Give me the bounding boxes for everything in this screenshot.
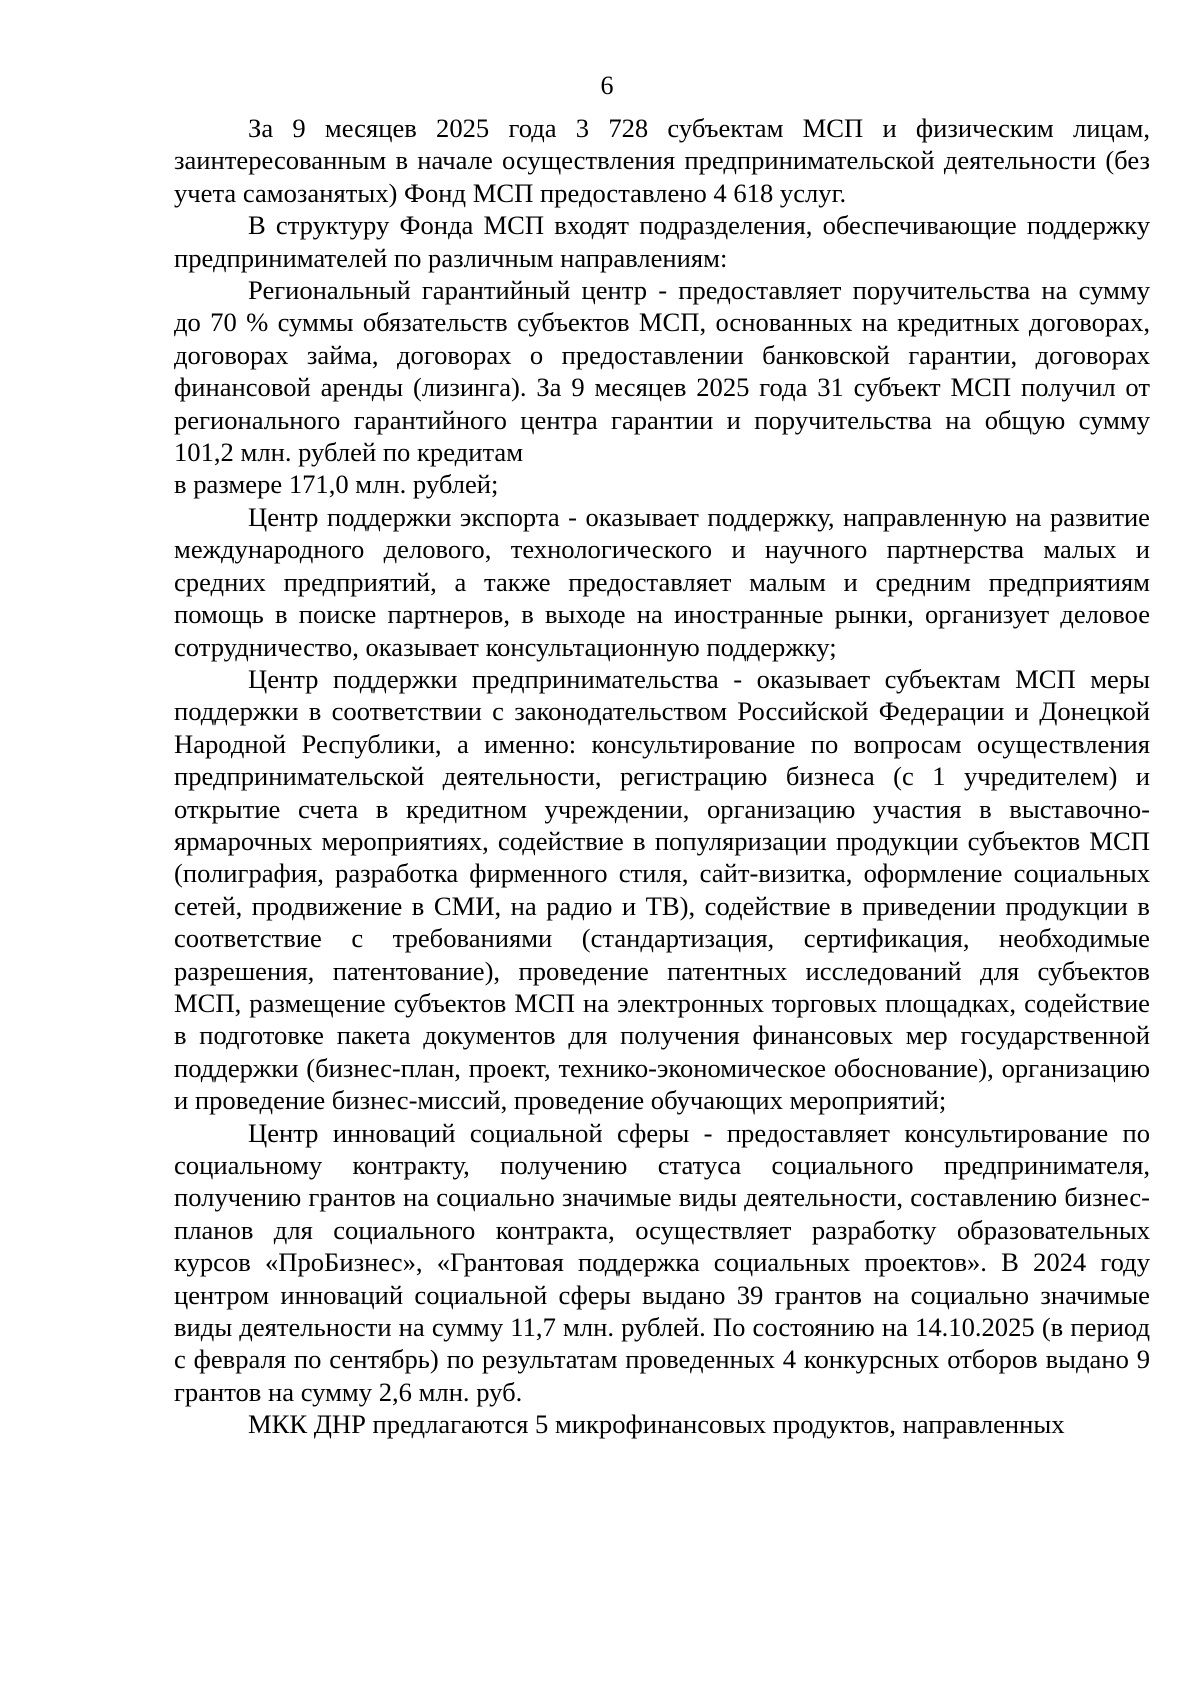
- page-number: 6: [600, 71, 614, 100]
- paragraph-guarantee-center: Региональный гарантийный центр - предоставляет поручительства на сумму до 70 % суммы обязательств субъектов МСП, основанных на кредитных договорах, договорах займа, договорах о предоставлении банковской гарантии, договорах финансовой аренды (лизинга). За 9 месяцев 2025 года 31 субъект МСП получил от регионального гарантийного центра гарантии и поручительства на общую сумму 101,2 млн. рублей по кредитам: [174, 275, 1150, 468]
- paragraph-msp-services-summary: За 9 месяцев 2025 года 3 728 субъектам МСП и физическим лицам, заинтересованным в начале осуществления предпринимательской деятельности (без учета самозанятых) Фонд МСП предоставлено 4 618 услуг.: [174, 113, 1150, 208]
- paragraph-microfinance-products: МКК ДНР предлагаются 5 микрофинансовых продуктов, направленных: [248, 1409, 1065, 1440]
- paragraph-entrepreneurship-support-center: Центр поддержки предпринимательства - оказывает субъектам МСП меры поддержки в соответствии с законодательством Российской Федерации и Донецкой Народной Республики, а именно: консультирование по вопросам осуществления предпринимательской деятельности, регистрацию бизнеса (с 1 учредителем) и открытие счета в кредитном учреждении, организацию участия в выставочно-ярмарочных мероприятиях, содействие в популяризации продукции субъектов МСП (полиграфия, разработка фирменного стиля, сайт-визитка, оформление социальных сетей, продвижение в СМИ, на радио и ТВ), содействие в приведении продукции в соответствие с требованиями (стандартизация, сертификация, необходимые разрешения, патентование), проведение патентных исследований для субъектов МСП, размещение субъектов МСП на электронных торговых площадках, содействие в подготовке пакета документов для получения финансовых мер государственной поддержки (бизнес-план, проект, технико-экономическое обоснование), организацию и проведение бизнес-миссий, проведение обучающих мероприятий;: [174, 663, 1150, 1116]
- paragraph-export-support-center: Центр поддержки экспорта - оказывает поддержку, направленную на развитие международного делового, технологического и научного партнерства малых и средних предприятий, а также предоставляет малым и средним предприятиям помощь в поиске партнеров, в выходе на иностранные рынки, организует деловое сотрудничество, оказывает консультационную поддержку;: [174, 501, 1150, 662]
- paragraph-fund-structure: В структуру Фонда МСП входят подразделения, обеспечивающие поддержку предпринимателей по различным направлениям:: [174, 210, 1150, 273]
- paragraph-social-innovation-center: Центр инноваций социальной сферы - предоставляет консультирование по социальному контракту, получению статуса социального предпринимателя, получению грантов на социально значимые виды деятельности, составлению бизнес-планов для социального контракта, осуществляет разработку образовательных курсов «ПроБизнес», «Грантовая поддержка социальных проектов». В 2024 году центром инноваций социальной сферы выдано 39 грантов на социально значимые виды деятельности на сумму 11,7 млн. рублей. По состоянию на 14.10.2025 (в период с февраля по сентябрь) по результатам проведенных 4 конкурсных отборов выдано 9 грантов на сумму 2,6 млн. руб.: [174, 1117, 1150, 1407]
- paragraph-guarantee-center-continuation: в размере 171,0 млн. рублей;: [174, 469, 499, 500]
- document-body: [174, 112, 1150, 1441]
